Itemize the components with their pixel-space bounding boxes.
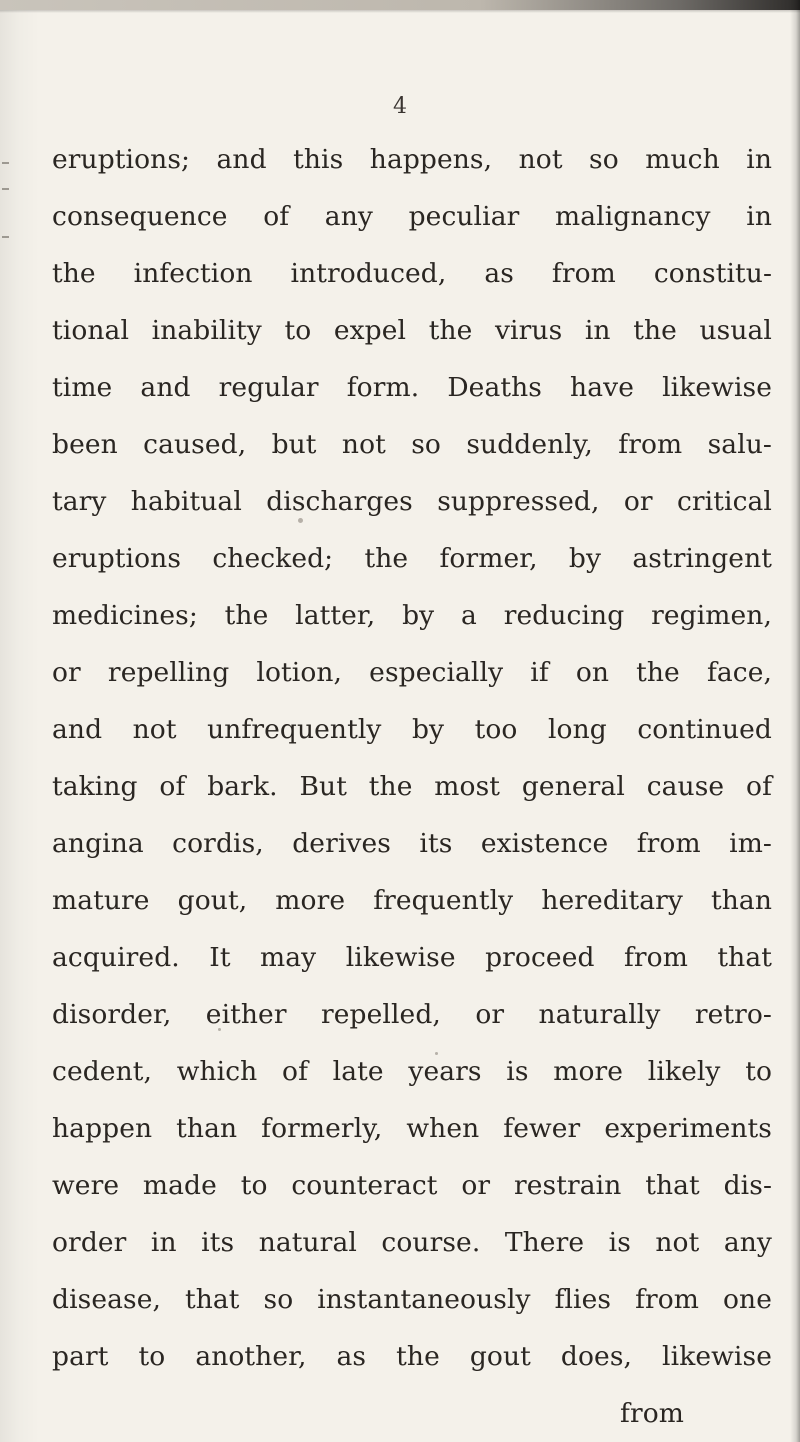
ink-speck xyxy=(218,1028,221,1031)
text-line: disorder, either repelled, or naturally retro- xyxy=(52,999,772,1030)
text-line: mature gout, more frequently hereditary than xyxy=(52,885,772,916)
text-line: acquired. It may likewise proceed from that xyxy=(52,942,772,973)
text-line: been caused, but not so suddenly, from salu- xyxy=(52,429,772,460)
text-line: angina cordis, derives its existence from im- xyxy=(52,828,772,859)
text-line: or repelling lotion, especially if on the face, xyxy=(52,657,772,688)
page-number: 4 xyxy=(393,94,407,119)
text-line: eruptions; and this happens, not so much in xyxy=(52,144,772,175)
page-top-edge xyxy=(0,0,800,10)
ink-speck xyxy=(435,1052,438,1055)
body-text xyxy=(52,131,772,1442)
text-line: tary habitual discharges suppressed, or critical xyxy=(52,486,772,517)
text-line: disease, that so instantaneously flies from one xyxy=(52,1284,772,1315)
text-line: tional inability to expel the virus in the usual xyxy=(52,315,772,346)
text-line: taking of bark. But the most general cause of xyxy=(52,771,772,802)
text-line: happen than formerly, when fewer experiments xyxy=(52,1113,772,1144)
text-line: cedent, which of late years is more likely to xyxy=(52,1056,772,1087)
catchword: from xyxy=(620,1398,684,1429)
text-line: and not unfrequently by too long continued xyxy=(52,714,772,745)
page-right-edge xyxy=(790,0,800,1442)
text-line: part to another, as the gout does, likewise xyxy=(52,1341,772,1372)
text-line: medicines; the latter, by a reducing regimen, xyxy=(52,600,772,631)
text-line: order in its natural course. There is not any xyxy=(52,1227,772,1258)
text-line: were made to counteract or restrain that dis- xyxy=(52,1170,772,1201)
text-line: consequence of any peculiar malignancy in xyxy=(52,201,772,232)
text-line: time and regular form. Deaths have likewise xyxy=(52,372,772,403)
text-line: the infection introduced, as from constitu- xyxy=(52,258,772,289)
text-line: eruptions checked; the former, by astringent xyxy=(52,543,772,574)
ink-speck xyxy=(298,518,303,523)
margin-marks xyxy=(0,140,14,320)
